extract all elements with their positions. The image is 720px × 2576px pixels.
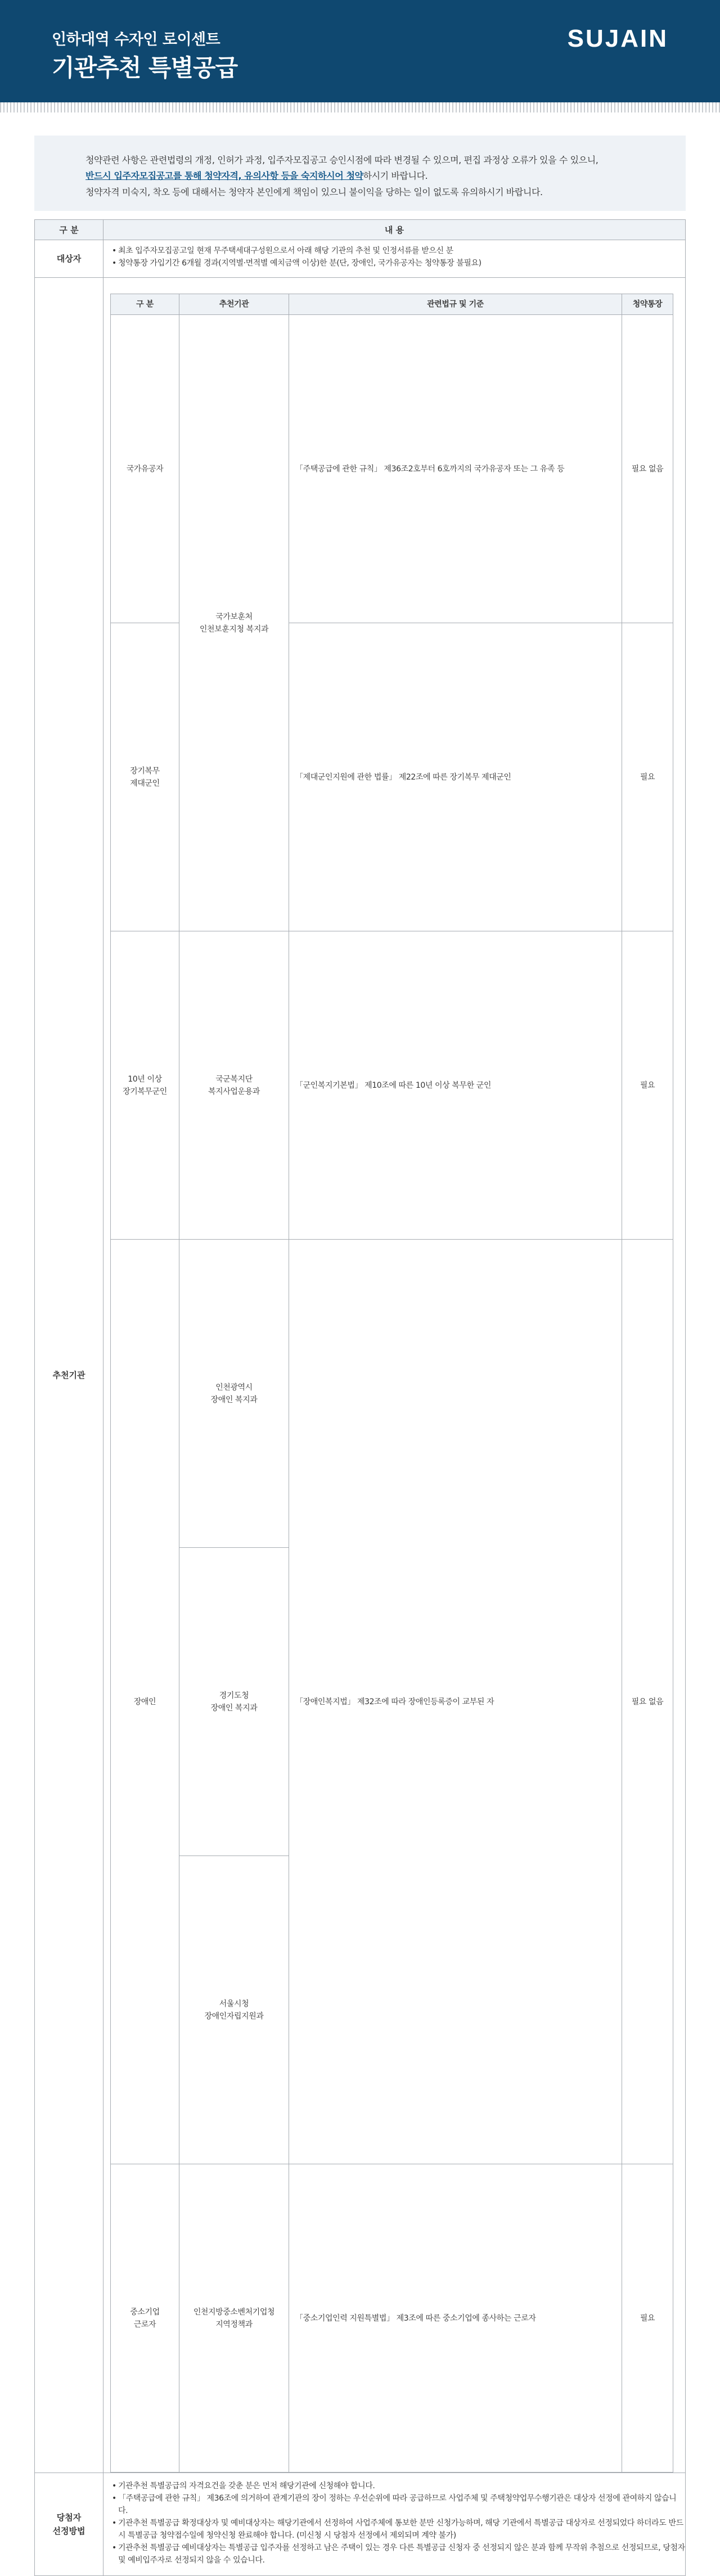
row-law: 「주택공급에 관한 규칙」 제36조2호부터 6호까지의 국가유공자 또는 그 유족 등 [289,315,622,623]
selection-row [35,2473,686,2576]
row-agency: 인천광역시 장애인 복지과 [179,1240,289,1548]
decorative-stripe [0,102,720,112]
list-item: • 「주택공급에 관한 규칙」 제36조에 의거하여 관계기관의 장이 정하는 우선순위에 따라 공급하므로 사업주체 및 주택청약업무수행기관은 대상자 선정에 관여하지 않습니다. [104,2492,685,2517]
list-item: • 기관추천 특별공급 확정대상자 및 예비대상자는 해당기관에서 선정하여 사업주체에 통보한 분만 신청가능하며, 해당 기관에서 특별공급 대상자로 선정되었다 하더라도 반드시 특별공급 청약접수일에 청약신청 완료해야 합니다. (미신청 시 당첨자 선정에서 제외되며 계약 불가) [104,2517,685,2542]
selection-label: 당첨자 선정방법 [35,2473,104,2576]
row-account: 필요 [622,623,673,931]
eligible-label: 대상자 [35,240,104,278]
selection-list [104,2473,685,2566]
notice-box [34,136,686,211]
row-law: 「중소기업인력 지원특별법」 제3조에 따른 중소기업에 종사하는 근로자 [289,2164,622,2473]
row-law: 「군인복지기본법」 제10조에 따른 10년 이상 복무한 군인 [289,931,622,1240]
row-law: 「제대군인지원에 관한 법률」 제22조에 따른 장기복무 제대군인 [289,623,622,931]
col-law: 관련법규 및 기준 [289,294,622,315]
row-account: 필요 [622,2164,673,2473]
agency-label: 추천기관 [35,278,104,2473]
table-row [111,315,673,623]
row-category: 중소기업 근로자 [111,2164,179,2473]
list-item: • 기관추천 특별공급 예비대상자는 특별공급 입주자를 선정하고 남은 주택이 있는 경우 다른 특별공급 신청자 중 선정되지 않은 분과 함께 무작위 추첨으로 선정되므로, 당첨자 및 예비입주자로 선정되지 않을 수 있습니다. [104,2542,685,2566]
header-content: 내 용 [104,220,686,240]
agency-row [35,278,686,2473]
project-name: 인하대역 수자인 로이센트 [52,31,220,48]
notice-line-2 [86,169,428,182]
notice-highlight: 반드시 입주자모집공고를 통해 청약자격, 유의사항 등을 숙지하시어 청약 [86,170,363,181]
row-category: 장기복무 제대군인 [111,623,179,931]
notice-line-3: 청약자격 미숙지, 착오 등에 대해서는 청약자 본인에게 책임이 있으니 불이익을 당하는 일이 없도록 유의하시기 바랍니다. [86,187,543,197]
list-item: • 최초 입주자모집공고일 현재 무주택세대구성원으로서 아래 해당 기관의 추천 및 인정서류를 받으신 분 [104,245,685,257]
supply-info-table [34,219,686,2576]
row-agency: 인천지방중소벤처기업청 지역정책과 [179,2164,289,2473]
row-account: 필요 없음 [622,1240,673,2164]
col-agency: 추천기관 [179,294,289,315]
row-category: 국가유공자 [111,315,179,623]
row-agency: 서울시청 장애인자립지원과 [179,1856,289,2164]
row-agency: 경기도청 장애인 복지과 [179,1548,289,1856]
row-account: 필요 [622,931,673,1240]
agency-table-header [111,294,673,315]
row-category: 10년 이상 장기복무군인 [111,931,179,1240]
row-category: 장애인 [111,1240,179,2164]
header-category: 구 분 [35,220,104,240]
table-row [111,931,673,1240]
row-agency: 국군복지단 복지사업운용과 [179,931,289,1240]
row-account: 필요 없음 [622,315,673,623]
list-item: • 청약통장 가입기간 6개월 경과(지역별·면적별 예치금액 이상)한 분(단, 장애인, 국가유공자는 청약통장 불필요) [104,257,685,269]
table-header-row [35,220,686,240]
agency-table [110,294,673,2473]
notice-line-2-rest: 하시기 바랍니다. [363,170,428,181]
sujain-logo: SUJAIN [567,25,668,52]
notice-line-1: 청약관련 사항은 관련법령의 개정, 인허가 과정, 입주자모집공고 승인시점에 따라 변경될 수 있으며, 편집 과정상 오류가 있을 수 있으니, [86,155,598,165]
eligible-list [104,240,685,269]
list-item: • 기관추천 특별공급의 자격요건을 갖춘 분은 먼저 해당기관에 신청해야 합니다. [104,2480,685,2492]
row-law: 「장애인복지법」 제32조에 따라 장애인등록증이 교부된 자 [289,1240,622,2164]
page-header [0,0,720,102]
table-row [111,1240,673,1548]
table-row [111,2164,673,2473]
page-title: 기관추천 특별공급 [52,54,238,82]
row-agency: 국가보훈처 인천보훈지청 복지과 [179,315,289,931]
col-account: 청약통장 [622,294,673,315]
eligible-row [35,240,686,278]
col-category: 구 분 [111,294,179,315]
